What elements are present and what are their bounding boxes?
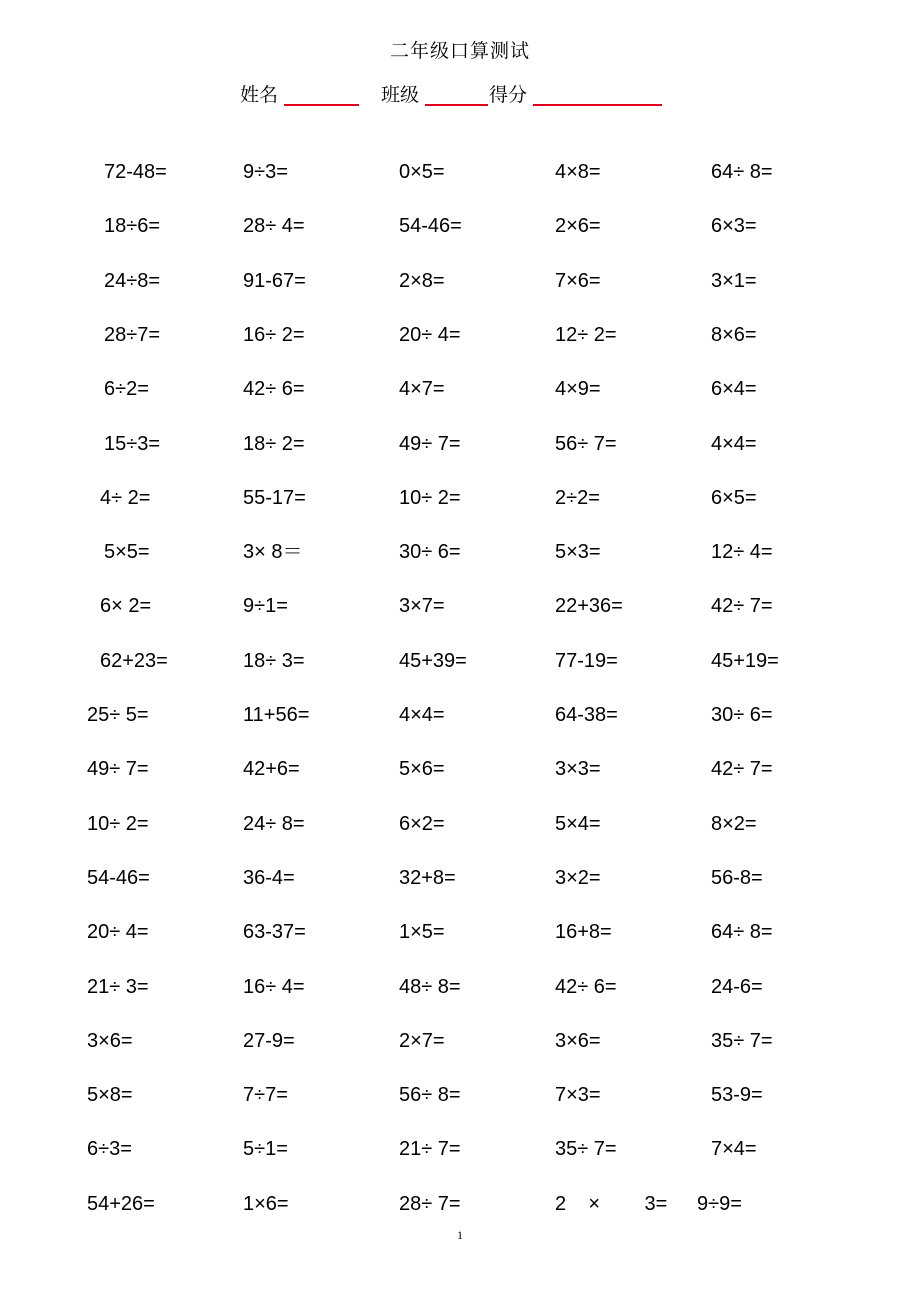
problem-cell: 42÷ 6= xyxy=(555,976,617,998)
problem-cell: 5×4= xyxy=(555,813,601,835)
problem-cell: 24-6= xyxy=(711,976,763,998)
problem-cell: 5×3= xyxy=(555,541,601,563)
problem-cell: 24÷ 8= xyxy=(243,813,305,835)
problem-cell: 54-46= xyxy=(87,867,150,889)
problem-cell: 8×6= xyxy=(711,324,757,346)
problem-cell: 21÷ 3= xyxy=(87,976,149,998)
problem-cell: 49÷ 7= xyxy=(399,433,461,455)
page-title: 二年级口算测试 xyxy=(389,40,530,62)
problem-cell: 22+36= xyxy=(555,595,623,617)
problem-cell: 3×7= xyxy=(399,595,445,617)
problem-cell: 10÷ 2= xyxy=(399,487,461,509)
problem-cell: 42÷ 6= xyxy=(243,378,305,400)
problem-cell: 0×5= xyxy=(399,161,445,183)
problem-cell: 9÷9= xyxy=(697,1193,742,1215)
problem-cell: 6×3= xyxy=(711,215,757,237)
problem-cell: 18÷6= xyxy=(104,215,161,237)
class-label: 班级 xyxy=(381,84,420,106)
problem-cell: 62+23= xyxy=(100,650,168,672)
problem-cell: 55-17= xyxy=(243,487,306,509)
problem-cell: 5×8= xyxy=(87,1084,133,1106)
problem-cell: 91-67= xyxy=(243,270,306,292)
problem-cell: 18÷ 3= xyxy=(243,650,305,672)
problem-cell: 7÷7= xyxy=(243,1084,288,1106)
problem-cell: 6×4= xyxy=(711,378,757,400)
problem-cell: 1×6= xyxy=(243,1193,289,1215)
problem-cell: 8×2= xyxy=(711,813,757,835)
problem-cell: 16÷ 2= xyxy=(243,324,305,346)
problem-cell: 20÷ 4= xyxy=(399,324,461,346)
problem-cell: 15÷3= xyxy=(104,433,161,455)
page-number: 1 xyxy=(457,1228,463,1242)
problem-cell: 6×2= xyxy=(399,813,445,835)
problem-cell: 25÷ 5= xyxy=(87,704,149,726)
problem-cell: 18÷ 2= xyxy=(243,433,305,455)
problem-cell: 30÷ 6= xyxy=(399,541,461,563)
problem-cell: 42+6= xyxy=(243,758,300,780)
problem-cell: 53-9= xyxy=(711,1084,763,1106)
problem-cell: 12÷ 4= xyxy=(711,541,773,563)
problem-cell: 4÷ 2= xyxy=(100,487,151,509)
problem-cell: 56÷ 8= xyxy=(399,1084,461,1106)
problem-cell: 54+26= xyxy=(87,1193,155,1215)
problem-cell: 3×3= xyxy=(555,758,601,780)
problem-cell: 5÷1= xyxy=(243,1138,288,1160)
problem-cell: 24÷8= xyxy=(104,270,161,292)
problem-cell: 3×1= xyxy=(711,270,757,292)
problem-cell: 28÷7= xyxy=(104,324,161,346)
problem-cell: 4×4= xyxy=(711,433,757,455)
problem-cell: 28÷ 7= xyxy=(399,1193,461,1215)
problem-cell: 48÷ 8= xyxy=(399,976,461,998)
problem-cell: 3× 8＝ xyxy=(243,541,303,563)
problem-cell: 64÷ 8= xyxy=(711,921,773,943)
problem-cell: 6×5= xyxy=(711,487,757,509)
problem-cell: 2×6= xyxy=(555,215,601,237)
problem-cell: 36-4= xyxy=(243,867,295,889)
problem-cell: 42÷ 7= xyxy=(711,595,773,617)
problem-cell: 45+39= xyxy=(399,650,467,672)
problem-cell: 2×8= xyxy=(399,270,445,292)
problem-cell: 6÷3= xyxy=(87,1138,132,1160)
problem-cell: 4×8= xyxy=(555,161,601,183)
problem-cell: 42÷ 7= xyxy=(711,758,773,780)
problem-cell: 2÷2= xyxy=(555,487,600,509)
problem-cell: 45+19= xyxy=(711,650,779,672)
problem-cell: 6÷2= xyxy=(104,378,149,400)
problem-cell: 49÷ 7= xyxy=(87,758,149,780)
problem-cell: 64÷ 8= xyxy=(711,161,773,183)
problem-cell: 2 × 3= xyxy=(555,1193,668,1215)
problem-cell: 3×6= xyxy=(87,1030,133,1052)
problem-cell: 7×4= xyxy=(711,1138,757,1160)
problem-cell: 9÷1= xyxy=(243,595,288,617)
problem-cell: 6× 2= xyxy=(100,595,152,617)
problem-cell: 10÷ 2= xyxy=(87,813,149,835)
problem-cell: 12÷ 2= xyxy=(555,324,617,346)
problem-cell: 56÷ 7= xyxy=(555,433,617,455)
problem-cell: 5×5= xyxy=(104,541,150,563)
problem-cell: 56-8= xyxy=(711,867,763,889)
problem-cell: 1×5= xyxy=(399,921,445,943)
problem-cell: 3×6= xyxy=(555,1030,601,1052)
problem-cell: 16÷ 4= xyxy=(243,976,305,998)
problem-cell: 21÷ 7= xyxy=(399,1138,461,1160)
problem-cell: 72-48= xyxy=(104,161,167,183)
problem-cell: 32+8= xyxy=(399,867,456,889)
problem-cell: 35÷ 7= xyxy=(711,1030,773,1052)
problem-cell: 5×6= xyxy=(399,758,445,780)
problem-cell: 7×6= xyxy=(555,270,601,292)
score-label: 得分 xyxy=(489,84,528,106)
problem-cell: 27-9= xyxy=(243,1030,295,1052)
problem-cell: 30÷ 6= xyxy=(711,704,773,726)
problem-cell: 64-38= xyxy=(555,704,618,726)
problem-cell: 4×4= xyxy=(399,704,445,726)
problem-cell: 4×9= xyxy=(555,378,601,400)
problem-cell: 28÷ 4= xyxy=(243,215,305,237)
name-label: 姓名 xyxy=(240,84,279,106)
problem-cell: 3×2= xyxy=(555,867,601,889)
problem-cell: 54-46= xyxy=(399,215,462,237)
problem-cell: 63-37= xyxy=(243,921,306,943)
problem-cell: 35÷ 7= xyxy=(555,1138,617,1160)
problem-cell: 16+8= xyxy=(555,921,612,943)
problem-cell: 7×3= xyxy=(555,1084,601,1106)
problem-cell: 4×7= xyxy=(399,378,445,400)
problem-cell: 9÷3= xyxy=(243,161,288,183)
problem-cell: 20÷ 4= xyxy=(87,921,149,943)
problem-cell: 2×7= xyxy=(399,1030,445,1052)
problem-cell: 11+56= xyxy=(243,704,310,726)
problem-cell: 77-19= xyxy=(555,650,618,672)
